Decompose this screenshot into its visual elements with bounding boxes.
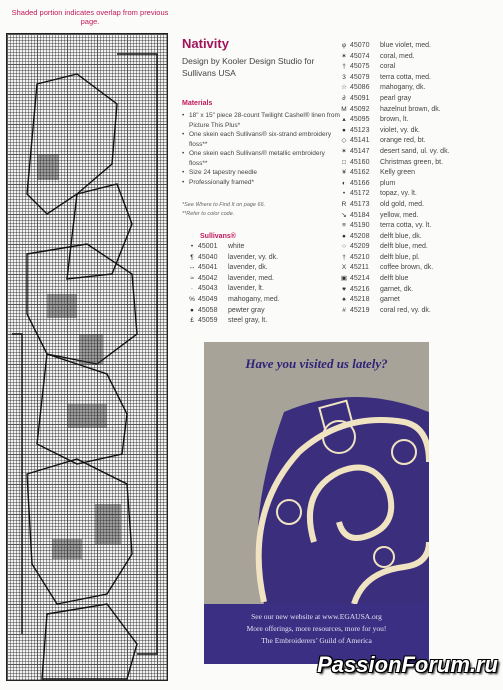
key-color: delft blue, dk. [380, 232, 422, 240]
key-row [338, 41, 450, 52]
key-color: mahogany, dk. [380, 84, 426, 92]
key-number: 45086 [350, 84, 370, 92]
key-number: 45040 [198, 253, 218, 261]
key-symbol: · [190, 285, 194, 293]
color-key-right [338, 41, 450, 316]
key-number: 45141 [350, 137, 370, 145]
key-color: lavender, vy. dk. [228, 253, 279, 261]
key-symbol: φ [341, 42, 347, 49]
key-color: lavender, dk. [228, 264, 268, 272]
key-row [338, 285, 450, 296]
materials-item: • 18" x 15" piece 28-count Twilight Cashel® linen from Picture This Plus* [182, 111, 342, 130]
key-symbol: ● [342, 126, 346, 134]
key-symbol: ∂ [342, 94, 346, 102]
key-symbol: 3 [342, 73, 346, 81]
key-number: 45079 [350, 73, 370, 81]
key-row [338, 263, 450, 274]
key-color: delft blue, med. [380, 243, 428, 251]
materials-item: • Size 24 tapestry needle [182, 168, 342, 178]
key-color: violet, vy. dk. [380, 126, 420, 134]
key-symbol: R [341, 200, 347, 208]
key-symbol: □ [342, 158, 346, 166]
key-number: 45049 [198, 295, 218, 303]
key-color: terra cotta, med. [380, 73, 431, 81]
key-symbol: £ [190, 317, 194, 325]
materials-list [182, 111, 342, 187]
key-row [338, 136, 450, 147]
key-color: blue violet, med. [380, 42, 431, 49]
key-number: 45059 [198, 317, 218, 325]
key-color: coral, med. [380, 52, 415, 60]
key-number: 45219 [350, 306, 370, 314]
key-number: 45166 [350, 179, 370, 187]
key-number: 45214 [350, 275, 370, 283]
ad-headline: Have you visited us lately? [245, 356, 388, 371]
key-number: 45172 [350, 190, 370, 198]
key-symbol: ✶ [341, 52, 347, 60]
key-color: pearl gray [380, 94, 412, 102]
key-symbol: ☆ [341, 84, 347, 92]
key-symbol: ◇ [341, 137, 347, 145]
key-row [338, 200, 450, 211]
key-color: lavender, lt. [228, 285, 264, 293]
key-color: delft blue [380, 275, 409, 283]
sullivans-heading: Sullivans® [200, 233, 236, 240]
key-row [338, 211, 450, 222]
key-row [338, 105, 450, 116]
key-symbol: X [341, 264, 347, 272]
key-symbol: ◐ [342, 179, 346, 187]
key-symbol: ● [342, 232, 346, 240]
overlap-note: Shaded portion indicates overlap from previous page. [11, 8, 169, 26]
key-number: 45147 [350, 147, 370, 155]
key-row [186, 306, 280, 317]
key-color: delft blue, pl. [380, 253, 420, 261]
key-color: steel gray, lt. [228, 317, 268, 325]
key-symbol: ○ [342, 243, 346, 251]
key-number: 45095 [350, 116, 370, 124]
key-number: 45190 [350, 222, 370, 230]
key-row [338, 94, 450, 105]
key-row [338, 242, 450, 253]
key-color: hazelnut brown, dk. [380, 105, 441, 113]
key-number: 45208 [350, 232, 370, 240]
key-row [186, 274, 280, 285]
key-number: 45209 [350, 243, 370, 251]
key-row [338, 253, 450, 264]
key-color: plum [380, 179, 396, 187]
chart-shapes [7, 34, 168, 681]
key-number: 45184 [350, 211, 370, 219]
key-number: 45074 [350, 52, 370, 60]
key-row [186, 263, 280, 274]
key-color: pewter gray [228, 306, 265, 314]
materials-item: • Professionally framed* [182, 178, 342, 188]
key-number: 45091 [350, 94, 370, 102]
ad-tagline: More offerings, more resources, more for you! [246, 624, 387, 633]
key-symbol: ▴ [342, 116, 346, 124]
key-row [338, 189, 450, 200]
key-symbol: • [190, 243, 194, 250]
key-number: 45092 [350, 105, 370, 113]
materials-item: • One skein each Sullivans® metallic embroidery floss** [182, 149, 342, 168]
design-byline: Design by Kooler Design Studio for Sullivans USA [182, 56, 315, 78]
key-color: desert sand, ul. vy. dk. [380, 147, 450, 155]
key-symbol: † [342, 253, 346, 261]
key-row [338, 147, 450, 158]
cross-stitch-chart [6, 33, 168, 681]
key-row [338, 274, 450, 285]
key-color: white [228, 243, 245, 250]
key-symbol: † [342, 63, 346, 71]
key-number: 45216 [350, 285, 370, 293]
key-color: lavender, med. [228, 274, 274, 282]
key-row [338, 221, 450, 232]
key-row [338, 83, 450, 94]
key-color: mahogany, med. [228, 295, 280, 303]
key-symbol: ♥ [342, 285, 346, 293]
key-symbol: ↘ [341, 211, 347, 219]
key-row [186, 253, 280, 264]
key-number: 45058 [198, 306, 218, 314]
key-number: 45001 [198, 243, 218, 250]
key-row [338, 168, 450, 179]
key-number: 45210 [350, 253, 370, 261]
key-color: Kelly green [380, 169, 416, 177]
key-row [186, 284, 280, 295]
ad-guild-name: The Embroiderers’ Guild of America [261, 636, 372, 645]
key-row [338, 158, 450, 169]
key-number: 45160 [350, 158, 370, 166]
key-number: 45211 [350, 264, 369, 272]
key-row [338, 115, 450, 126]
materials-heading: Materials [182, 100, 213, 107]
key-symbol: # [342, 306, 346, 314]
key-number: 45123 [350, 126, 370, 134]
key-symbol: ● [190, 306, 194, 314]
key-symbol: ¥ [342, 169, 346, 177]
key-symbol: ¶ [190, 253, 194, 261]
key-symbol: ▣ [340, 275, 348, 283]
key-symbol: ≈ [190, 274, 194, 282]
key-row [186, 316, 280, 327]
key-row [338, 126, 450, 137]
materials-item: • One skein each Sullivans® six-strand embroidery floss** [182, 130, 342, 149]
ega-advertisement[interactable] [204, 342, 429, 664]
key-symbol: ♠ [342, 296, 346, 304]
key-number: 45075 [350, 63, 370, 71]
key-symbol: % [189, 295, 195, 303]
key-number: 45218 [350, 296, 370, 304]
key-color: terra cotta, vy. lt. [380, 222, 432, 230]
materials-footnote: *See Where to Find It on page 66. [182, 202, 266, 208]
key-color: garnet, dk. [380, 285, 414, 293]
key-color: old gold, med. [380, 200, 424, 208]
key-number: 45042 [198, 274, 218, 282]
key-color: yellow, med. [380, 211, 419, 219]
key-row [186, 242, 280, 253]
key-color: orange red, bt. [380, 137, 426, 145]
lace-artwork [204, 342, 429, 604]
color-key-left [186, 242, 280, 327]
key-color: coffee brown, dk. [380, 264, 434, 272]
key-color: garnet [380, 296, 400, 304]
key-row [186, 295, 280, 306]
ad-website-line[interactable]: See our new website at www.EGAUSA.org [251, 612, 382, 621]
key-color: brown, lt. [380, 116, 409, 124]
key-color: topaz, vy. lt. [380, 190, 417, 198]
key-symbol: ≡ [342, 222, 346, 230]
key-row [338, 232, 450, 243]
key-number: 45043 [198, 285, 218, 293]
site-watermark: PassionForum.ru [317, 652, 498, 677]
key-row [338, 179, 450, 190]
key-row [338, 306, 450, 317]
key-number: 45070 [350, 42, 370, 49]
key-symbol: ✶ [341, 147, 347, 155]
key-color: coral red, vy. dk. [380, 306, 431, 314]
materials-footnote: **Refer to color code. [182, 211, 235, 217]
key-row [338, 295, 450, 306]
page-title: Nativity [182, 36, 229, 51]
key-row [338, 73, 450, 84]
key-row [338, 62, 450, 73]
key-number: 45041 [198, 264, 218, 272]
key-symbol: • [342, 190, 346, 198]
key-color: coral [380, 63, 396, 71]
key-number: 45162 [350, 169, 370, 177]
key-row [338, 52, 450, 63]
key-number: 45173 [350, 200, 370, 208]
key-symbol: ↔ [188, 264, 196, 272]
key-symbol: M [341, 105, 347, 113]
key-color: Christmas green, bt. [380, 158, 444, 166]
